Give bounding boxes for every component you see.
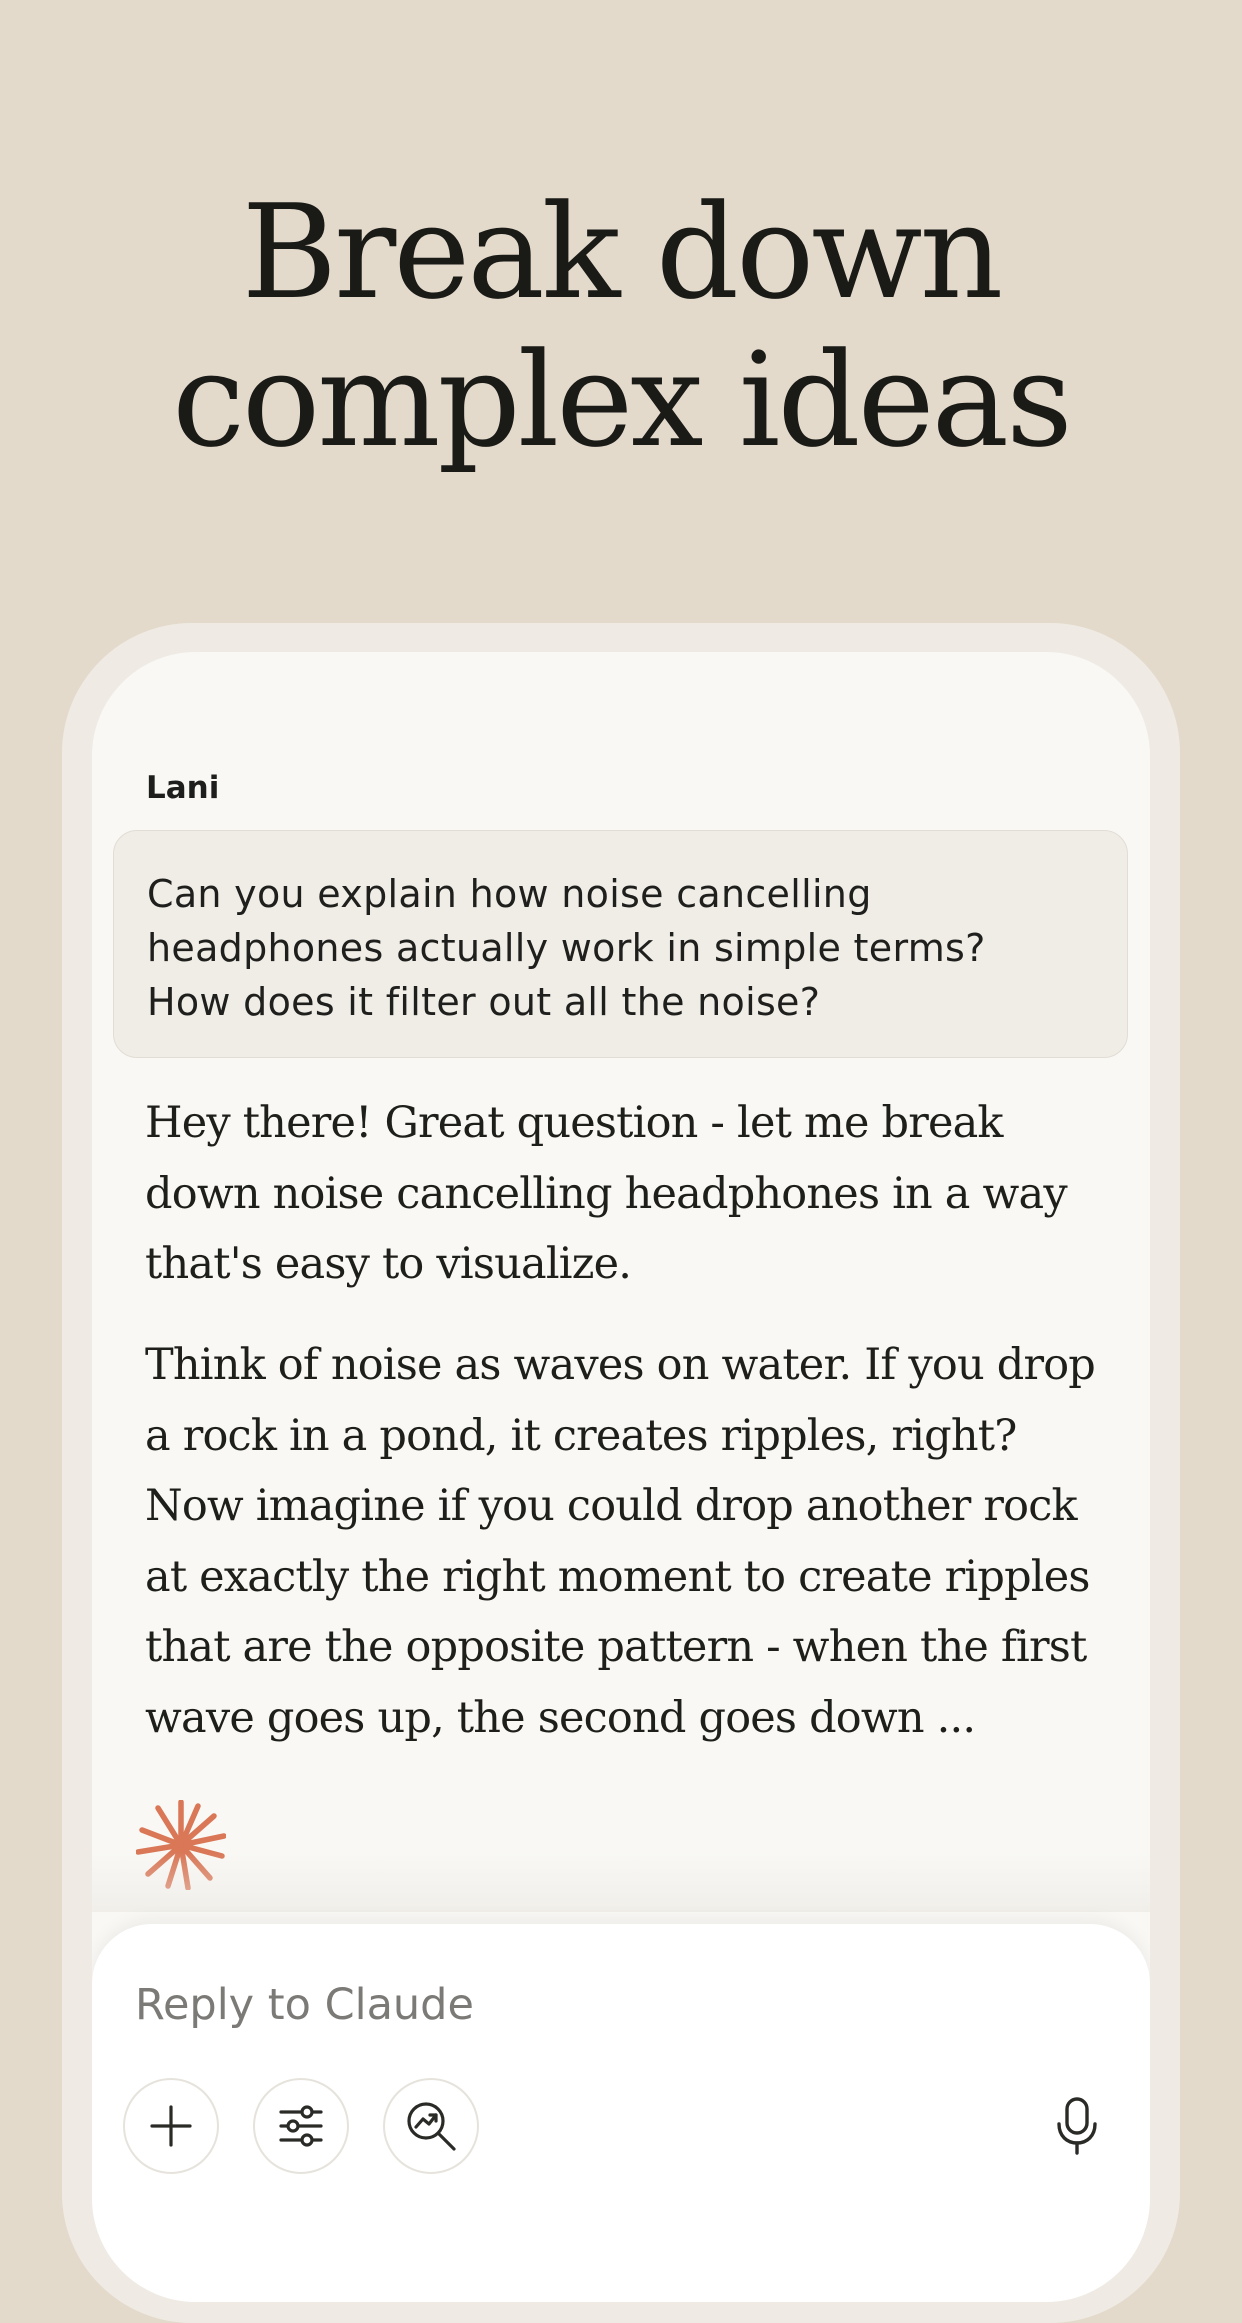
voice-input-button[interactable] xyxy=(1037,2078,1117,2174)
sliders-icon xyxy=(277,2102,325,2150)
hero-headline xyxy=(0,178,1242,474)
plus-icon xyxy=(148,2103,194,2149)
reply-line: that's easy to visualize. xyxy=(145,1239,632,1289)
reply-line: Think of noise as waves on water. If you drop xyxy=(145,1340,1096,1390)
headline-line-1: Break down xyxy=(241,176,1001,328)
reply-line: at exactly the right moment to create ripples xyxy=(145,1551,1090,1602)
assistant-reply-paragraph-1 xyxy=(145,1088,1125,1300)
reply-line: down noise cancelling headphones in a way xyxy=(145,1168,1067,1219)
reply-line: Hey there! Great question - let me break xyxy=(145,1098,1003,1148)
headline-line-2: complex ideas xyxy=(172,324,1070,476)
user-message-bubble xyxy=(113,830,1128,1058)
reply-input[interactable] xyxy=(135,1980,1035,2030)
settings-button[interactable] xyxy=(253,2078,349,2174)
user-message-line: How does it filter out all the noise? xyxy=(147,980,821,1024)
assistant-reply-paragraph-2 xyxy=(145,1330,1125,1753)
search-trend-icon xyxy=(404,2099,458,2153)
reply-line: Now imagine if you could drop another rock xyxy=(145,1481,1077,1531)
user-message-line: Can you explain how noise cancelling xyxy=(147,872,872,916)
reply-line: a rock in a pond, it creates ripples, right? xyxy=(145,1410,1017,1461)
reply-line: that are the opposite pattern - when the first xyxy=(145,1622,1087,1672)
reply-composer xyxy=(92,1924,1150,2302)
reply-line: wave goes up, the second goes down ... xyxy=(145,1692,976,1743)
microphone-icon xyxy=(1055,2096,1099,2156)
chat-screen xyxy=(92,652,1150,2302)
add-attachment-button[interactable] xyxy=(123,2078,219,2174)
sender-name: Lani xyxy=(146,770,220,806)
research-button[interactable] xyxy=(383,2078,479,2174)
user-message-line: headphones actually work in simple terms? xyxy=(147,926,986,970)
scroll-fade xyxy=(92,1852,1150,1912)
